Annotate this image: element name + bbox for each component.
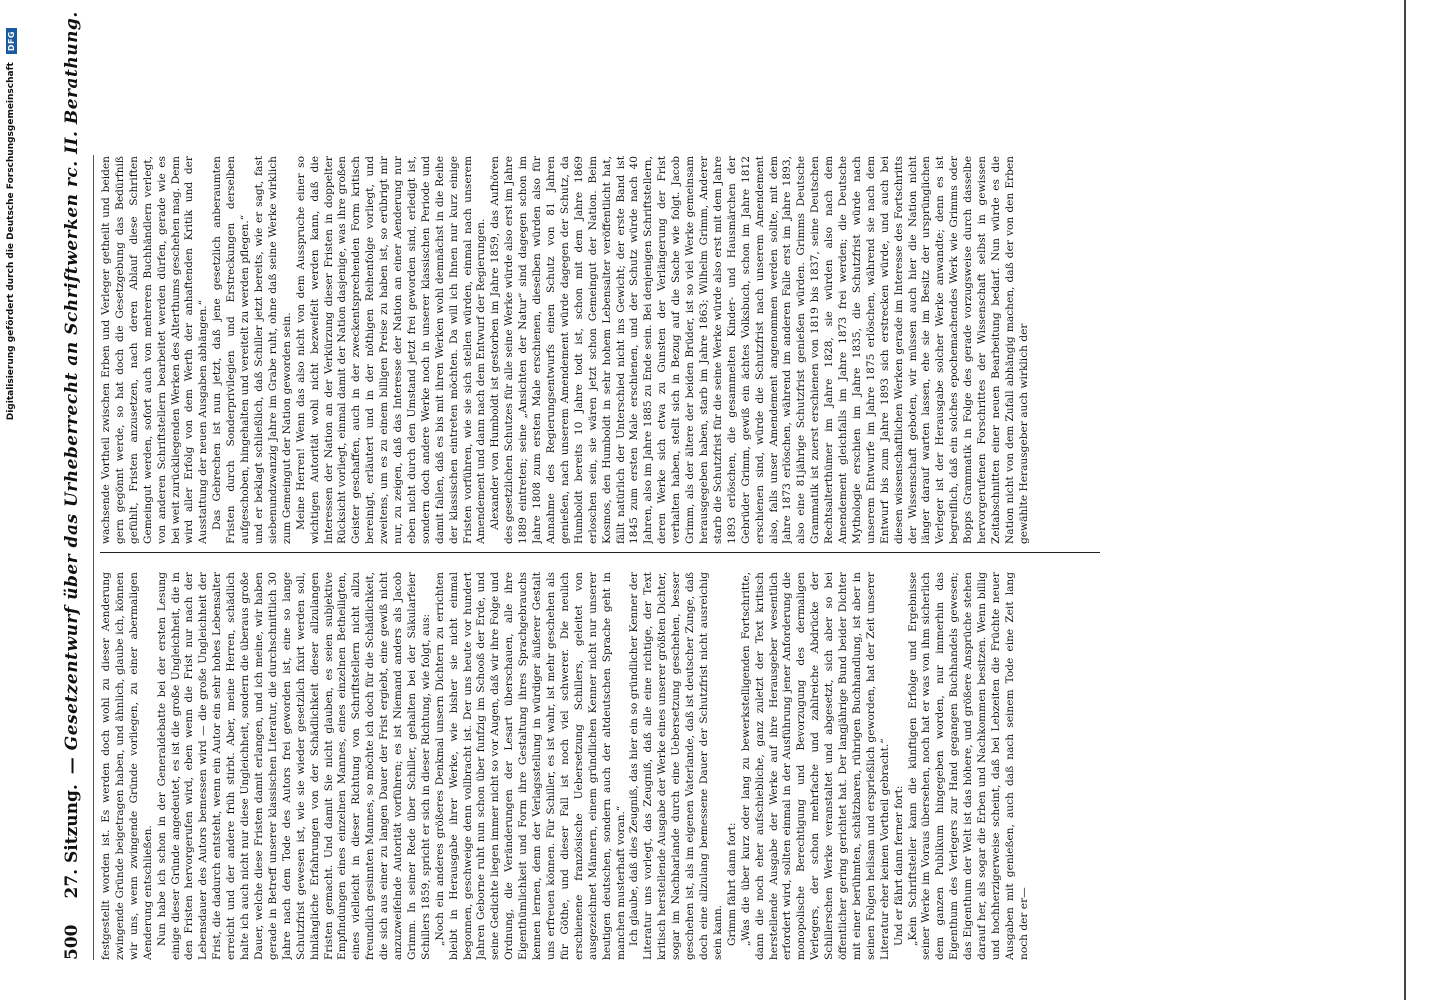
paragraph: „Noch ein anderes größeres Denkmal unsern Dichtern zu errichten bleibt in Herausgabe ihrer Werke, wie bisher sie nicht einmal begonnen, geschweige denn vollbracht ist. Der uns heute vor hundert Jahren Geborne ruht nun schon über funfzig im Schooß der Erde, und seine Gedichte liegen immer nicht so vor Augen, daß wir ihre Folge und Ordnung, die Veränderungen der Lesart überschauen, alle ihre Eigenthümlichkeit und Form ihre Gestaltung ihres Sprachgebrauchs kennen lernen, denn der Verlagsstellung in würdiger äußerer Gestalt uns erfreuen können. Für Schiller, es ist wahr, ist mehr geschehen als für Göthe, und dieser Fall ist noch viel schwerer. Die neulich erschienene französische Uebersetzung Schillers, geleitet von ausgezeichnet Männern, einem gründlichen Kenner nicht nur unserer heutigen deutschen, sondern auch der altdeutschen Sprache geht in manchen musterhaft voran.“ — [433, 572, 627, 960]
paragraph: Das Gebrechen ist nun jetzt, daß jene gesetzlich anberaumten Fristen durch Sonderprivilegien und Erstreckungen derselben aufgeschoben, hingehalten und vereitelt zu werden pflegen.“ — [211, 156, 252, 544]
left-column — [100, 572, 1220, 960]
paragraph: Und er fährt dann ferner fort: — [892, 785, 905, 946]
dfg-logo: DFG — [6, 28, 17, 54]
paragraph: Ich glaube, daß dies Zeugniß, das hier ein so gründlicher Kenner der Literatur uns vorlegt, das Zeugniß, daß alle eine richtige, der Text kritisch herstellende Ausgabe der Werke eines unserer größten Dichter, sogar im Nachbarlande durch eine Uebersetzung geschehen, besser geschehen ist, als im eigenen Vaterlande, daß ist deutscher Zunge, daß doch eine allzulang bemessene Dauer der Schutzfrist nicht ausreichig sein kann. — [628, 572, 724, 960]
paragraph: Meine Herren! Wenn das also nicht von dem Ausspruche einer so wichtigen Autorität wohl nicht bezweifelt werden kann, daß die Interessen der Nation an der Verkürzung dieser Fristen in doppelter Rücksicht vorliegt, einmal damit der Nation dasjenige, was ihre großen Geister geschaffen, auch in der zweckentsprechenden Form kritisch bereinigt, erläutert und in der nöthigen Reihenfolge vorliegt, und zweitens, um es zu einem billigen Preise zu haben ist, so erübrigt mir nur, zu zeigen, daß das Interesse der Nation an einer Aenderung nur eben nicht durch den Umstand jetzt frei geworden sind, erledigt ist, sondern doch andere Werke noch in unserer klassischen Periode und damit fallen, daß es bis mit ihren Werken wohl demnächst in die Reihe der klassischen eintreten möchten. Da will ich Ihnen nur kurz einige Fristen vorführen, wie sie sich stellen würden, einmal nach unserem Amendement und dann nach dem Entwurf der Regierungen. — [294, 156, 488, 544]
paragraph: festgestellt worden ist. Es werden doch wohl zu dieser Aenderung zwingende Gründe beigetragen haben, und ähnlich, glaube ich, können wir uns, wenn zwingende Gründe vorliegen, zu einer abermaligen Aenderung entschließen. — [100, 572, 154, 960]
session-label: 27. Sitzung. — [62, 784, 82, 899]
paragraph: Nun habe ich schon in der Generaldebatte bei der ersten Lesung einige dieser Gründe angedeutet, es ist die große Ungleichheit, die in den Fristen hervorgerufen wird, eben wenn die Frist nur nach der Lebensdauer des Autors bemessen wird — die große Ungleichheit der Frist, die dadurch entsteht, wenn ein Autor ein sehr hohes Lebensalter erreicht und der andere früh stirbt. Aber, meine Herren, schädlich halte ich auch nicht nur diese Ungleichheit, sondern die überaus große Dauer, welche diese Fristen damit erlangen, und ich meine, wir haben gerade in Betreff unserer klassischen Literatur, die durchschnittlich 30 Jahre nach dem Tode des Autors frei geworden ist, eine so lange Schutzfrist gewesen ist, wie sie wieder gesetzlich fixirt werden soll, hinlängliche Erfahrungen von der Schädlichkeit dieser allzulangen Fristen gemacht. Und damit Sie nicht glauben, es seien subjektive Empfindungen eines einzelnen Mannes, eines einzelnen Betheiligten, eines vielleicht in dieser Richtung von Schriftstellern nicht allzu freundlich gesinnten Mannes, so möchte ich doch für die Schädlichkeit, die sich aus einer zu langen Dauer der Frist ergiebt, eine gewiß nicht anzuzweifelnde Autorität vorführen; es ist Niemand anders als Jacob Grimm. In seiner Rede über Schiller, gehalten bei der Säkularfeier Schillers 1859, spricht er sich in dieser Richtung, wie folgt, aus: — [155, 572, 432, 960]
paragraph: wachsende Vortheil zwischen Erben und Verleger getheilt und beiden gern gegönnt werde, so hat doch die Gesetzgebung das Bedürfniß gefühlt, Fristen anzusetzen, nach deren Ablauf diese Schriften Gemeingut werden, sofort auch von mehreren Buchhändlern verlegt, von anderen Schriftstellern bearbeitet werden dürfen, gerade wie es bei weit zurückliegenden Werken des Alterthums geschehen mag. Denn wird aller Erfolg von dem Werth der anhaftenden Kritik und der Ausstattung der neuen Ausgaben abhängen.“ — [100, 156, 210, 544]
right-column — [100, 156, 1220, 544]
paragraph: „Kein Schriftsteller kann die künftigen Erfolge und Ergebnisse seiner Werke im Voraus übersehen, noch hat er was von ihm sicherlich dem ganzen Publikum hingegeben worden, nur immerhin das Eigenthum des Verlegers zur Hand gegangen Buchhandels gewesen; das Eigenthum der Welt ist das höhere, und größere Ansprüche stehen darauf her, als sogar die Erben und Nachkommen besitzen. Wenn billig und hochherzigerweise scheint, daß bei Lebzeiten die Früchte neuer Ausgaben mit genießen, auch daß nach seinem Tode eine Zeit lang noch der er— — [906, 572, 1030, 960]
paragraph: Grimm fährt dann fort: — [725, 822, 738, 946]
paragraph: Alexander von Humboldt ist gestorben im Jahre 1859, das Aufhören des gesetzlichen Schutzes für alle seine Werke würde also erst im Jahre 1889 eintreten; seine „Ansichten der Natur“ sind dagegen schon im Jahre 1808 zum ersten Male erschienen, dieselben würden also für Annahme des Regierungsentwurfs einen Schutz von 81 Jahren genießen, nach unserem Amendement würde dagegen der Schutz, da Humboldt bereits 10 Jahre todt ist, schon mit dem Jahre 1869 erloschen sein, sie wären jetzt schon Gemeingut der Nation. Beim Kosmos, den Humboldt in sehr hohem Lebensalter veröffentlicht hat, fällt natürlich der Unterschied nicht ins Gewicht; der erste Band ist 1845 zum ersten Male erschienen, und der Schutz würde nach 40 Jahren, also im Jahre 1885 zu Ende sein. Bei denjenigen Schriftstellern, deren Werke sich etwa zu Gunsten der Verlängerung der Frist verhalten haben, stellt sich in Bezug auf die Sache wie folgt. Jacob Grimm, als der ältere der beiden Brüder, ist so viel Werke gemeinsam herausgegeben haben, starb im Jahre 1863; Wilhelm Grimm, Anderer starb die Schutzfrist für die seine Werke würde also erst mit dem Jahre 1893 erlöschen, die gesammelten Kinder- und Hausmärchen der Gebrüder Grimm, gewiß ein ächtes Volksbuch, schon im Jahre 1812 erschienen sind, würde die Schutzfrist nach unserem Amendement also, falls unser Amendement angenommen werden sollte, mit dem Jahre 1873 erlöschen, während im anderen Falle erst im Jahre 1893, also eine 81jährige Schutzfrist genießen würden. Grimms Deutsche Grammatik ist zuerst erschienen von 1819 bis 1837, seine Deutschen Rechtsalterthümer im Jahre 1828, sie würden also nach dem Amendement gleichfalls im Jahre 1873 frei werden; die Deutsche Mythologie erschien im Jahre 1835, die Schutzfrist würde nach unserem Entwurfe im Jahre 1875 erlöschen, während sie nach dem Entwurf bis zum Jahre 1893 sich erstrecken würde, und auch bei diesen wissenschaftlichen Werken gerade im Interesse des Fortschritts der Wissenschaft geboten, wir müssen auch hier die Nation nicht länger darauf warten lassen, ehe sie im Besitz der ursprünglichen Verleger ist der Herausgabe solcher Werke anwandte; denn es ist begreiflich, daß ein solches epochemachendes Werk wie Grimms oder Bopps Grammatik in Folge des gerade vorzugsweise durch dasselbe hervorgerufenen Forschrittes der Wissenschaft selbst in gewissen Zeitabschnitten einer neuen Bearbeitung bedarf. Nun würde es die Nation nicht von dem Zufall abhängig machen, daß der von den Erben gewählte Herausgeber auch wirklich der — [489, 156, 1030, 544]
page-number: 500 — [62, 924, 82, 960]
digitization-note: Digitalisierung gefördert durch die Deutsche Forschungsgemeinschaft — [6, 62, 16, 421]
running-header — [62, 11, 90, 960]
paragraph: „Was die über kurz oder lang zu bewerkstelligenden Fortschritte, dann die noch eher aufschiebliche, ganz zuletzt der Text kritisch herstellende Ausgabe der Werke auf ihre Herausgeber wesentlich erfordert wird, sollten einmal in der Ausführung jener Anforderung die monopolische Berechtigung und Bevorzugung des dermaligen Verlegers, der schon mehrfache und zahlreiche Abdrücke der Schillerschen Werke veranstaltet und abgesetzt, sich aber so bei öffentlicher gering gerichtet hat. Der langjährige Bund beider Dichter mit einer berühmten, schätzbaren, rührigen Buchhandlung, ist aber in seinen Folgen heilsam und ersprießlich geworden, hat der Zeit unserer Literatur eher keinen Vortheil gebracht.“ — [739, 572, 891, 960]
digitization-credit — [0, 0, 22, 1000]
column-divider — [100, 552, 1100, 553]
header-title: — Gesetzentwurf über das Urheberrecht an Schriftwerken rc. II. Berathung. — [62, 11, 82, 775]
header-rule — [93, 155, 94, 960]
scan-edge-line — [1404, 0, 1406, 1000]
paragraph: und er beklagt schließlich, daß Schiller jetzt bereits, wie er sagt, fast siebenundzwanzig Jahre im Grabe ruht, ohne daß seine Werke wirklich zum Gemeingut der Nation geworden sein. — [252, 156, 293, 544]
